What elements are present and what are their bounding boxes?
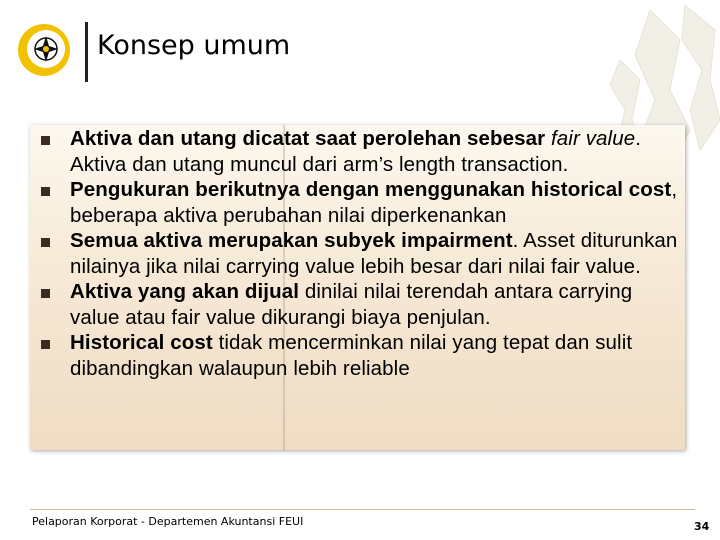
- university-logo-icon: [16, 22, 72, 78]
- bullet-item: [30, 330, 680, 381]
- square-bullet-icon: [41, 289, 50, 298]
- bullet-item: [30, 126, 680, 177]
- bullet-text-bold: Aktiva yang akan dijual: [70, 280, 300, 303]
- bullet-text: . Aktiva dan utang muncul dari arm’s length transaction.: [70, 127, 641, 176]
- title-divider: [85, 22, 88, 82]
- bullet-list: [30, 126, 680, 381]
- square-bullet-icon: [41, 238, 50, 247]
- slide-title: Konsep umum: [97, 30, 291, 61]
- bullet-text-bold: Historical cost: [70, 331, 213, 354]
- bullet-text: . Asset diturunkan nilainya jika nilai carrying value lebih besar dari nilai fair value.: [70, 229, 678, 278]
- square-bullet-icon: [41, 187, 50, 196]
- page-number: 34: [694, 520, 710, 533]
- bullet-text: dinilai nilai terendah antara carrying value atau fair value dikurangi biaya penjulan.: [70, 280, 633, 329]
- bullet-text: , beberapa aktiva perubahan nilai diperkenankan: [70, 178, 678, 227]
- bullet-text-bold: Aktiva dan utang dicatat saat perolehan sebesar: [70, 127, 552, 150]
- square-bullet-icon: [41, 340, 50, 349]
- bullet-text-italic: fair value: [551, 127, 636, 150]
- bullet-item: [30, 228, 680, 279]
- bullet-text-bold: Semua aktiva merupakan subyek impairment: [70, 229, 513, 252]
- square-bullet-icon: [41, 136, 50, 145]
- bullet-text: tidak mencerminkan nilai yang tepat dan sulit dibandingkan walaupun lebih reliable: [70, 331, 633, 380]
- footer-divider: [30, 509, 695, 510]
- footer-text: Pelaporan Korporat - Departemen Akuntansi FEUI: [32, 515, 304, 528]
- bullet-item: [30, 279, 680, 330]
- bullet-item: [30, 177, 680, 228]
- bullet-text-bold: Pengukuran berikutnya dengan menggunakan historical cost: [70, 178, 672, 201]
